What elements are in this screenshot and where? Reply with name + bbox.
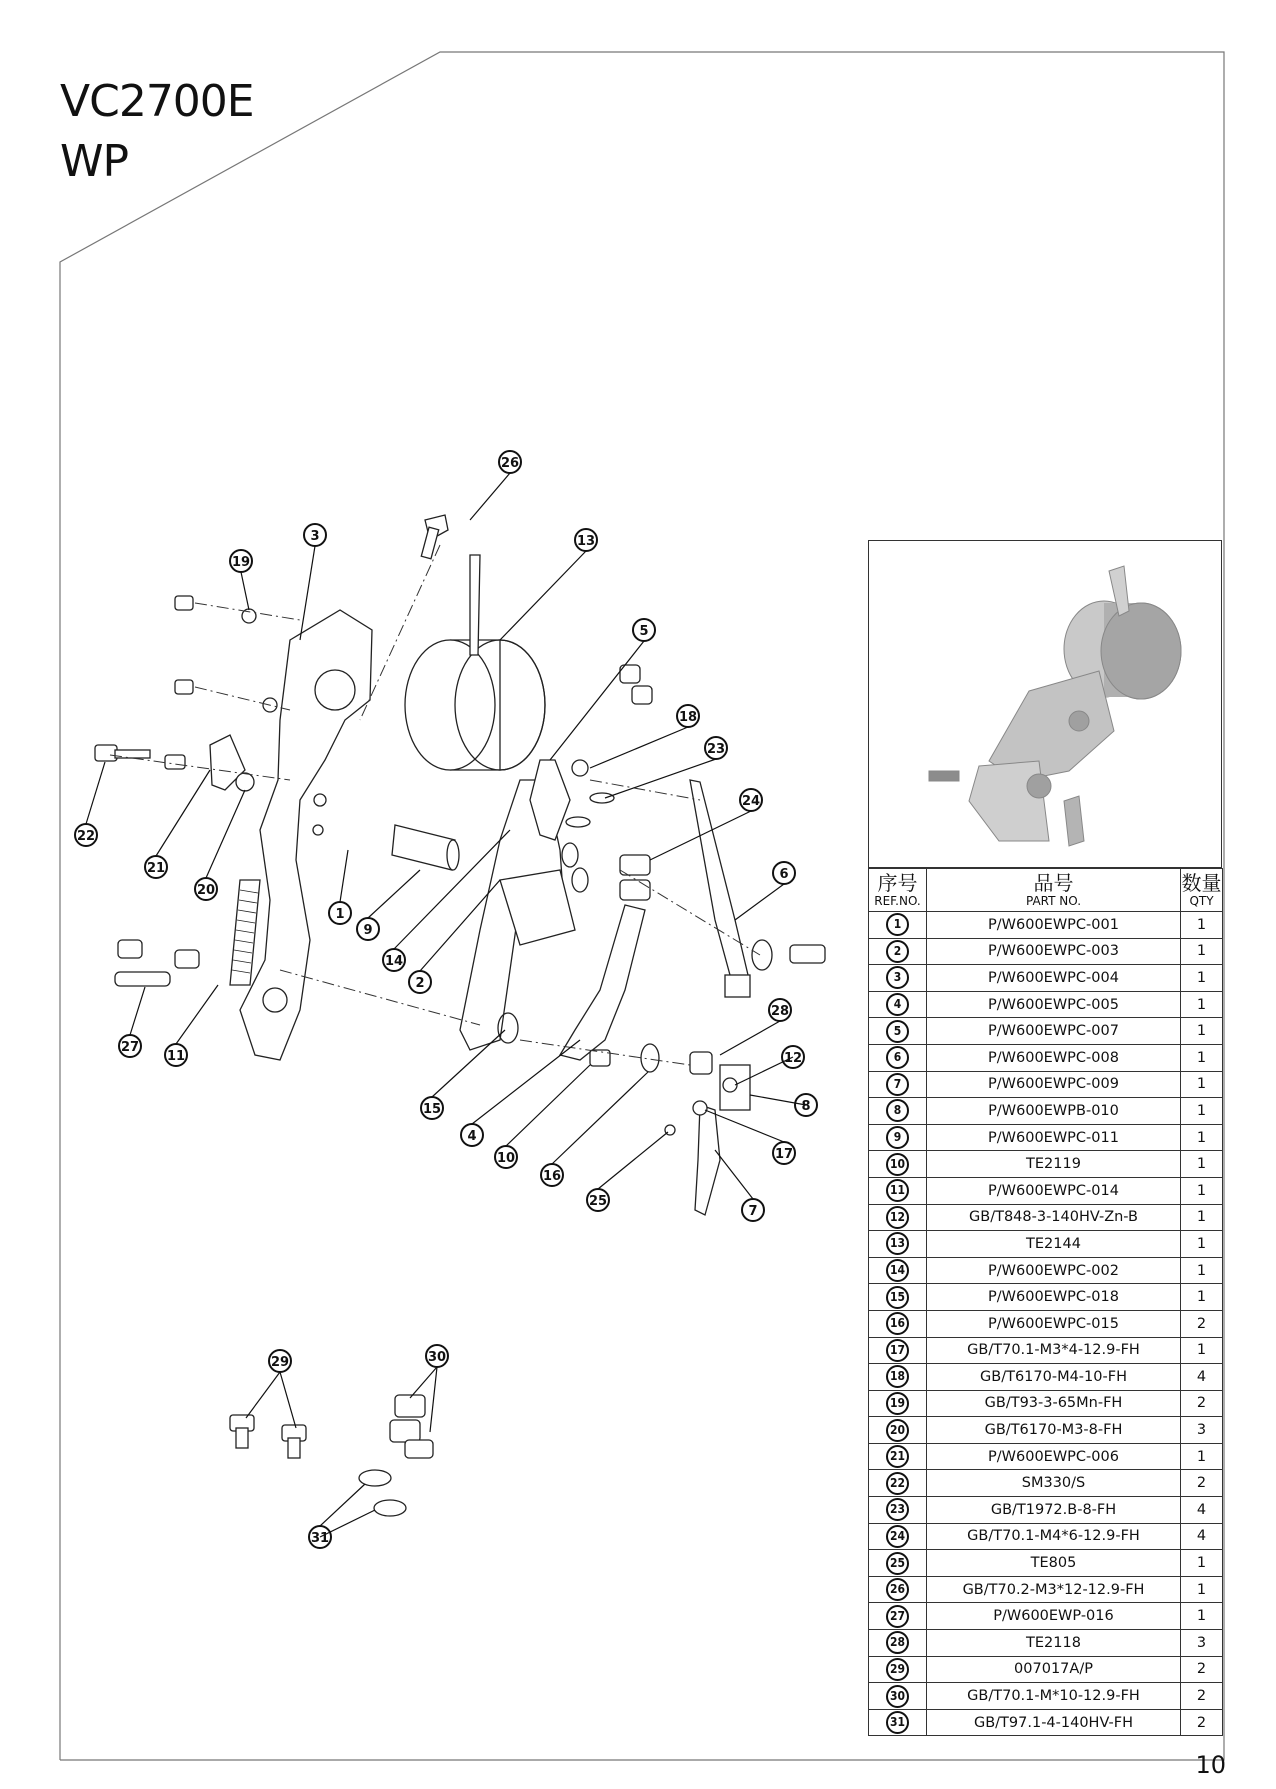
header-part [927,869,1181,912]
ref-cell [869,1310,927,1337]
table-row [869,1497,1223,1524]
table-row [869,1630,1223,1657]
ref-number: 28 [886,1631,909,1654]
header-qty-en: QTY [1189,894,1214,908]
ref-number: 19 [886,1392,909,1415]
ref-cell [869,1443,927,1470]
table-row [869,1044,1223,1071]
quantity: 1 [1181,1044,1223,1071]
ref-number: 11 [886,1179,909,1202]
ref-number: 31 [886,1711,909,1734]
quantity: 2 [1181,1310,1223,1337]
quantity: 4 [1181,1523,1223,1550]
quantity: 2 [1181,1709,1223,1736]
quantity: 1 [1181,1603,1223,1630]
ref-cell [869,1337,927,1364]
ref-number: 17 [886,1339,909,1362]
table-row [869,1124,1223,1151]
ref-cell [869,1576,927,1603]
table-row [869,1523,1223,1550]
table-row [869,1364,1223,1391]
table-row [869,1603,1223,1630]
part-number: GB/T93-3-65Mn-FH [927,1390,1181,1417]
table-row [869,1204,1223,1231]
part-number: GB/T6170-M4-10-FH [927,1364,1181,1391]
quantity: 1 [1181,1284,1223,1311]
model-variant: WP [60,136,129,187]
table-row [869,1257,1223,1284]
table-row [869,1071,1223,1098]
callout-14: 14 [384,954,404,969]
ref-number: 4 [886,993,909,1016]
part-number: TE2119 [927,1151,1181,1178]
quantity: 1 [1181,1071,1223,1098]
part-number: P/W600EWPC-014 [927,1177,1181,1204]
callout-25: 25 [588,1194,608,1209]
callout-30: 30 [427,1350,447,1365]
quantity: 2 [1181,1470,1223,1497]
quantity: 1 [1181,1576,1223,1603]
callout-26: 26 [500,456,520,471]
ref-cell [869,938,927,965]
quantity: 1 [1181,1231,1223,1258]
ref-number: 20 [886,1419,909,1442]
part-number: P/W600EWPC-002 [927,1257,1181,1284]
part-number: GB/T97.1-4-140HV-FH [927,1709,1181,1736]
part-number: P/W600EWPC-003 [927,938,1181,965]
callout-9: 9 [363,923,373,938]
callout-12: 12 [783,1051,803,1066]
callout-16: 16 [542,1169,562,1184]
part-number: TE805 [927,1550,1181,1577]
callout-20: 20 [196,883,216,898]
ref-cell [869,1390,927,1417]
callout-1: 1 [335,907,345,922]
callout-5: 5 [639,624,649,639]
ref-number: 2 [886,940,909,963]
ref-number: 23 [886,1498,909,1521]
ref-number: 27 [886,1605,909,1628]
page-number: 10 [1195,1751,1226,1779]
ref-number: 30 [886,1685,909,1708]
ref-number: 1 [886,913,909,936]
ref-number: 18 [886,1365,909,1388]
callout-24: 24 [741,794,761,809]
table-row [869,1417,1223,1444]
part-number: TE2144 [927,1231,1181,1258]
ref-number: 6 [886,1046,909,1069]
ref-number: 15 [886,1286,909,1309]
table-row [869,991,1223,1018]
table-row [869,1470,1223,1497]
ref-cell [869,1098,927,1125]
quantity: 1 [1181,1337,1223,1364]
ref-cell [869,912,927,939]
ref-number: 26 [886,1578,909,1601]
part-number: P/W600EWPC-018 [927,1284,1181,1311]
ref-cell [869,991,927,1018]
callout-6: 6 [779,867,789,882]
table-row [869,1310,1223,1337]
part-number: P/W600EWPC-001 [927,912,1181,939]
header-part-cn: 品号 [1033,871,1074,895]
table-row [869,1576,1223,1603]
table-row [869,1284,1223,1311]
table-row [869,965,1223,992]
ref-number: 24 [886,1525,909,1548]
callout-21: 21 [146,861,166,876]
table-row [869,912,1223,939]
ref-cell [869,965,927,992]
table-row [869,1098,1223,1125]
table-row [869,1656,1223,1683]
callout-29: 29 [270,1355,290,1370]
ref-number: 7 [886,1073,909,1096]
ref-cell [869,1630,927,1657]
callout-31: 31 [310,1531,330,1546]
quantity: 1 [1181,1443,1223,1470]
quantity: 4 [1181,1497,1223,1524]
part-number: P/W600EWPC-007 [927,1018,1181,1045]
ref-number: 13 [886,1232,909,1255]
table-row [869,1443,1223,1470]
part-number: P/W600EWPC-008 [927,1044,1181,1071]
callout-2: 2 [415,976,425,991]
ref-cell [869,1417,927,1444]
ref-cell [869,1497,927,1524]
callout-10: 10 [496,1151,516,1166]
quantity: 1 [1181,1018,1223,1045]
table-row [869,1390,1223,1417]
quantity: 3 [1181,1630,1223,1657]
part-7 [695,1105,720,1215]
ref-cell [869,1071,927,1098]
quantity: 1 [1181,1098,1223,1125]
table-row [869,1337,1223,1364]
ref-number: 10 [886,1153,909,1176]
ref-cell [869,1018,927,1045]
ref-cell [869,1177,927,1204]
main-plate [240,610,372,1060]
callouts [75,451,817,1548]
ref-cell [869,1709,927,1736]
quantity: 1 [1181,1257,1223,1284]
part-number: GB/T70.1-M4*6-12.9-FH [927,1523,1181,1550]
ref-cell [869,1044,927,1071]
table-row [869,1550,1223,1577]
quantity: 1 [1181,991,1223,1018]
ref-number: 3 [886,966,909,989]
part-number: P/W600EWPC-004 [927,965,1181,992]
header-ref-cn: 序号 [877,871,918,895]
callout-13: 13 [576,534,596,549]
header-part-en: PART NO. [1025,894,1082,908]
part-number: P/W600EWP-016 [927,1603,1181,1630]
ref-number: 12 [886,1206,909,1229]
ref-cell [869,1257,927,1284]
part-number: P/W600EWPC-006 [927,1443,1181,1470]
ref-number: 29 [886,1658,909,1681]
callout-15: 15 [422,1102,442,1117]
callout-11: 11 [166,1049,186,1064]
part-number: GB/T70.1-M3*4-12.9-FH [927,1337,1181,1364]
ref-cell [869,1603,927,1630]
callout-8: 8 [801,1099,811,1114]
ref-number: 5 [886,1020,909,1043]
table-row [869,938,1223,965]
quantity: 2 [1181,1683,1223,1710]
header-qty [1181,869,1223,912]
part-number: GB/T70.1-M*10-12.9-FH [927,1683,1181,1710]
table-header-row [869,869,1223,912]
table-row [869,1709,1223,1736]
part-number: P/W600EWPC-009 [927,1071,1181,1098]
part-number: P/W600EWPC-015 [927,1310,1181,1337]
parts-table [868,868,1223,1736]
quantity: 1 [1181,1204,1223,1231]
table-row [869,1151,1223,1178]
quantity: 2 [1181,1390,1223,1417]
ref-number: 22 [886,1472,909,1495]
callout-18: 18 [678,710,698,725]
ref-cell [869,1683,927,1710]
ref-cell [869,1151,927,1178]
quantity: 3 [1181,1417,1223,1444]
quantity: 1 [1181,1151,1223,1178]
callout-28: 28 [770,1004,790,1019]
part-number: P/W600EWPC-005 [927,991,1181,1018]
ref-cell [869,1204,927,1231]
callout-3: 3 [310,529,320,544]
quantity: 1 [1181,965,1223,992]
ref-number: 8 [886,1099,909,1122]
ref-cell [869,1284,927,1311]
part-number: SM330/S [927,1470,1181,1497]
part-number: P/W600EWPC-011 [927,1124,1181,1151]
callout-22: 22 [76,829,96,844]
callout-23: 23 [706,742,726,757]
quantity: 1 [1181,1124,1223,1151]
callout-17: 17 [774,1147,794,1162]
callout-7: 7 [748,1204,758,1219]
callout-4: 4 [467,1129,477,1144]
header-ref-en: REF.NO. [874,894,921,908]
ref-cell [869,1231,927,1258]
ref-number: 9 [886,1126,909,1149]
quantity: 1 [1181,1550,1223,1577]
assembly-photo [868,540,1222,868]
ref-cell [869,1656,927,1683]
table-row [869,1231,1223,1258]
ref-number: 14 [886,1259,909,1282]
callout-19: 19 [231,555,251,570]
quantity: 1 [1181,1177,1223,1204]
table-row [869,1018,1223,1045]
part-number: GB/T1972.B-8-FH [927,1497,1181,1524]
table-row [869,1177,1223,1204]
ref-cell [869,1364,927,1391]
part-number: TE2118 [927,1630,1181,1657]
header-ref [869,869,927,912]
header-qty-cn: 数量 [1181,871,1222,895]
ref-cell [869,1550,927,1577]
ref-cell [869,1124,927,1151]
ref-number: 16 [886,1312,909,1335]
part-number: P/W600EWPB-010 [927,1098,1181,1125]
lever-6 [690,780,748,985]
ref-number: 25 [886,1552,909,1575]
model-name: VC2700E [60,76,254,127]
spring-11 [230,880,260,985]
ref-cell [869,1523,927,1550]
ref-number: 21 [886,1445,909,1468]
quantity: 1 [1181,912,1223,939]
quantity: 1 [1181,938,1223,965]
callout-27: 27 [120,1040,140,1055]
part-number: GB/T70.2-M3*12-12.9-FH [927,1576,1181,1603]
part-number: 007017A/P [927,1656,1181,1683]
quantity: 4 [1181,1364,1223,1391]
ref-cell [869,1470,927,1497]
quantity: 2 [1181,1656,1223,1683]
part-number: GB/T848-3-140HV-Zn-B [927,1204,1181,1231]
part-number: GB/T6170-M3-8-FH [927,1417,1181,1444]
table-row [869,1683,1223,1710]
